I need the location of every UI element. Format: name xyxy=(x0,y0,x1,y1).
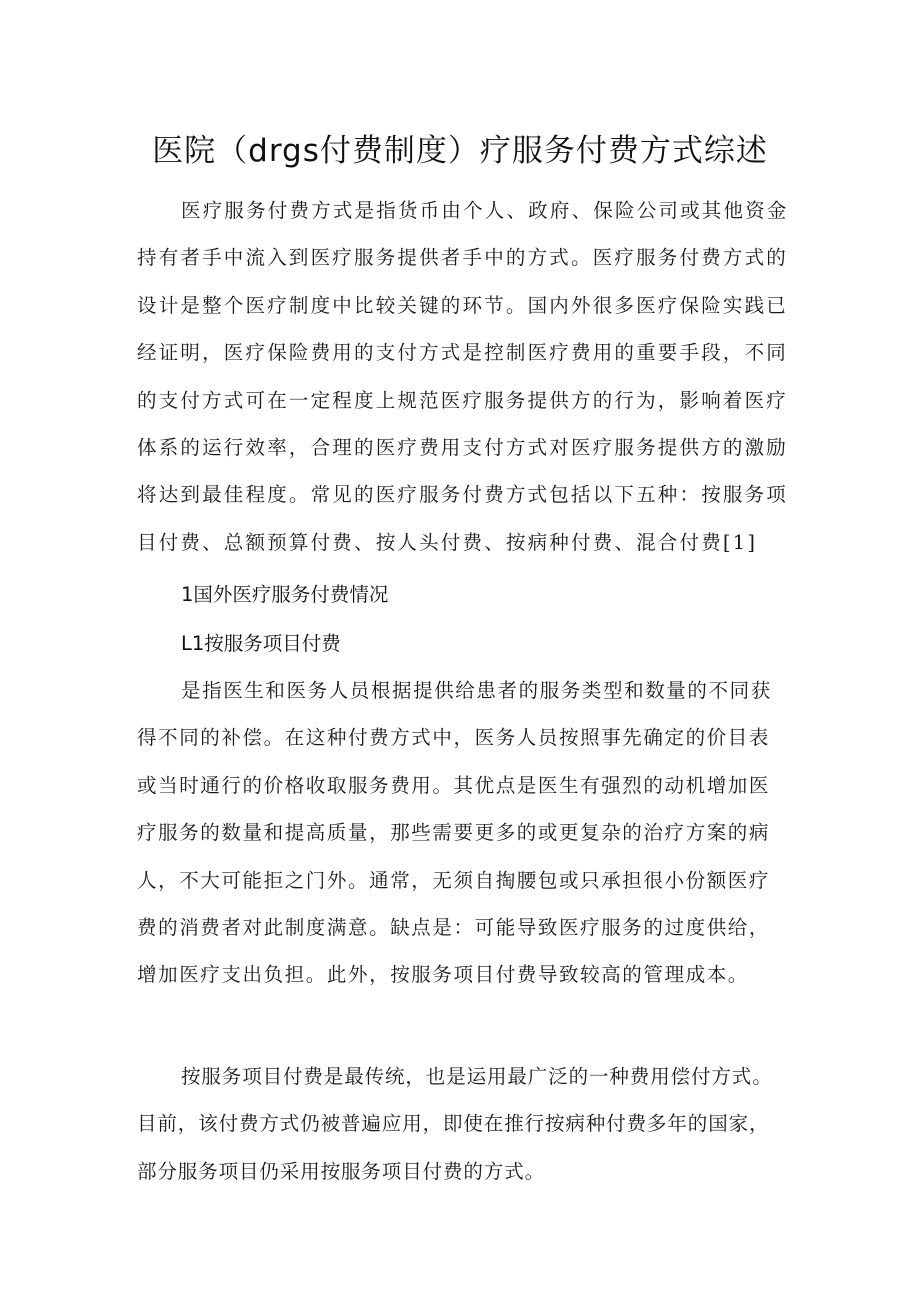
document-title: 医院（drgs付费制度）疗服务付费方式综述 xyxy=(152,133,768,169)
text-line: 的支付方式可在一定程度上规范医疗服务提供方的行为，影响着医疗 xyxy=(137,388,789,412)
text-line: 或当时通行的价格收取服务费用。其优点是医生有强烈的动机增加医 xyxy=(137,773,771,797)
text-line: 目付费、总额预算付费、按人头付费、按病种付费、混合付费[1] xyxy=(137,530,758,554)
traditional-paragraph xyxy=(137,1053,797,1195)
intro-paragraph xyxy=(137,187,797,566)
text-line: 按服务项目付费是最传统，也是运用最广泛的一种费用偿付方式。 xyxy=(181,1065,773,1088)
fee-for-service-paragraph xyxy=(137,667,797,999)
text-line: 人，不大可能拒之门外。通常，无须自掏腰包或只承担很小份额医疗 xyxy=(137,868,771,892)
text-line: 疗服务的数量和提高质量，那些需要更多的或更复杂的治疗方案的病 xyxy=(137,821,771,845)
text-line: 目前，该付费方式仍被普遍应用，即使在推行按病种付费多年的国家， xyxy=(137,1112,770,1136)
text-line: 费的消费者对此制度满意。缺点是：可能导致医疗服务的过度供给， xyxy=(137,915,771,939)
text-line: 将达到最佳程度。常见的医疗服务付费方式包括以下五种：按服务项 xyxy=(137,483,789,507)
text-line: 部分服务项目仍采用按服务项目付费的方式。 xyxy=(137,1159,546,1183)
text-line: 持有者手中流入到医疗服务提供者手中的方式。医疗服务付费方式的 xyxy=(137,246,789,270)
text-line: 增加医疗支出负担。此外，按服务项目付费导致较高的管理成本。 xyxy=(137,963,749,987)
text-line: 体系的运行效率，合理的医疗费用支付方式对医疗服务提供方的激励 xyxy=(137,435,789,459)
text-line: 得不同的补偿。在这种付费方式中，医务人员按照事先确定的价目表 xyxy=(137,726,771,750)
text-line: 经证明，医疗保险费用的支付方式是控制医疗费用的重要手段，不同 xyxy=(137,341,789,365)
section-heading: 1国外医疗服务付费情况 xyxy=(181,583,389,606)
subsection-heading: L1按服务项目付费 xyxy=(181,632,341,655)
text-line: 医疗服务付费方式是指货币由个人、政府、保险公司或其他资金 xyxy=(181,199,789,222)
text-line: 是指医生和医务人员根据提供给患者的服务类型和数量的不同获 xyxy=(181,679,772,702)
text-line: 设计是整个医疗制度中比较关键的环节。国内外很多医疗保险实践已 xyxy=(137,293,789,317)
